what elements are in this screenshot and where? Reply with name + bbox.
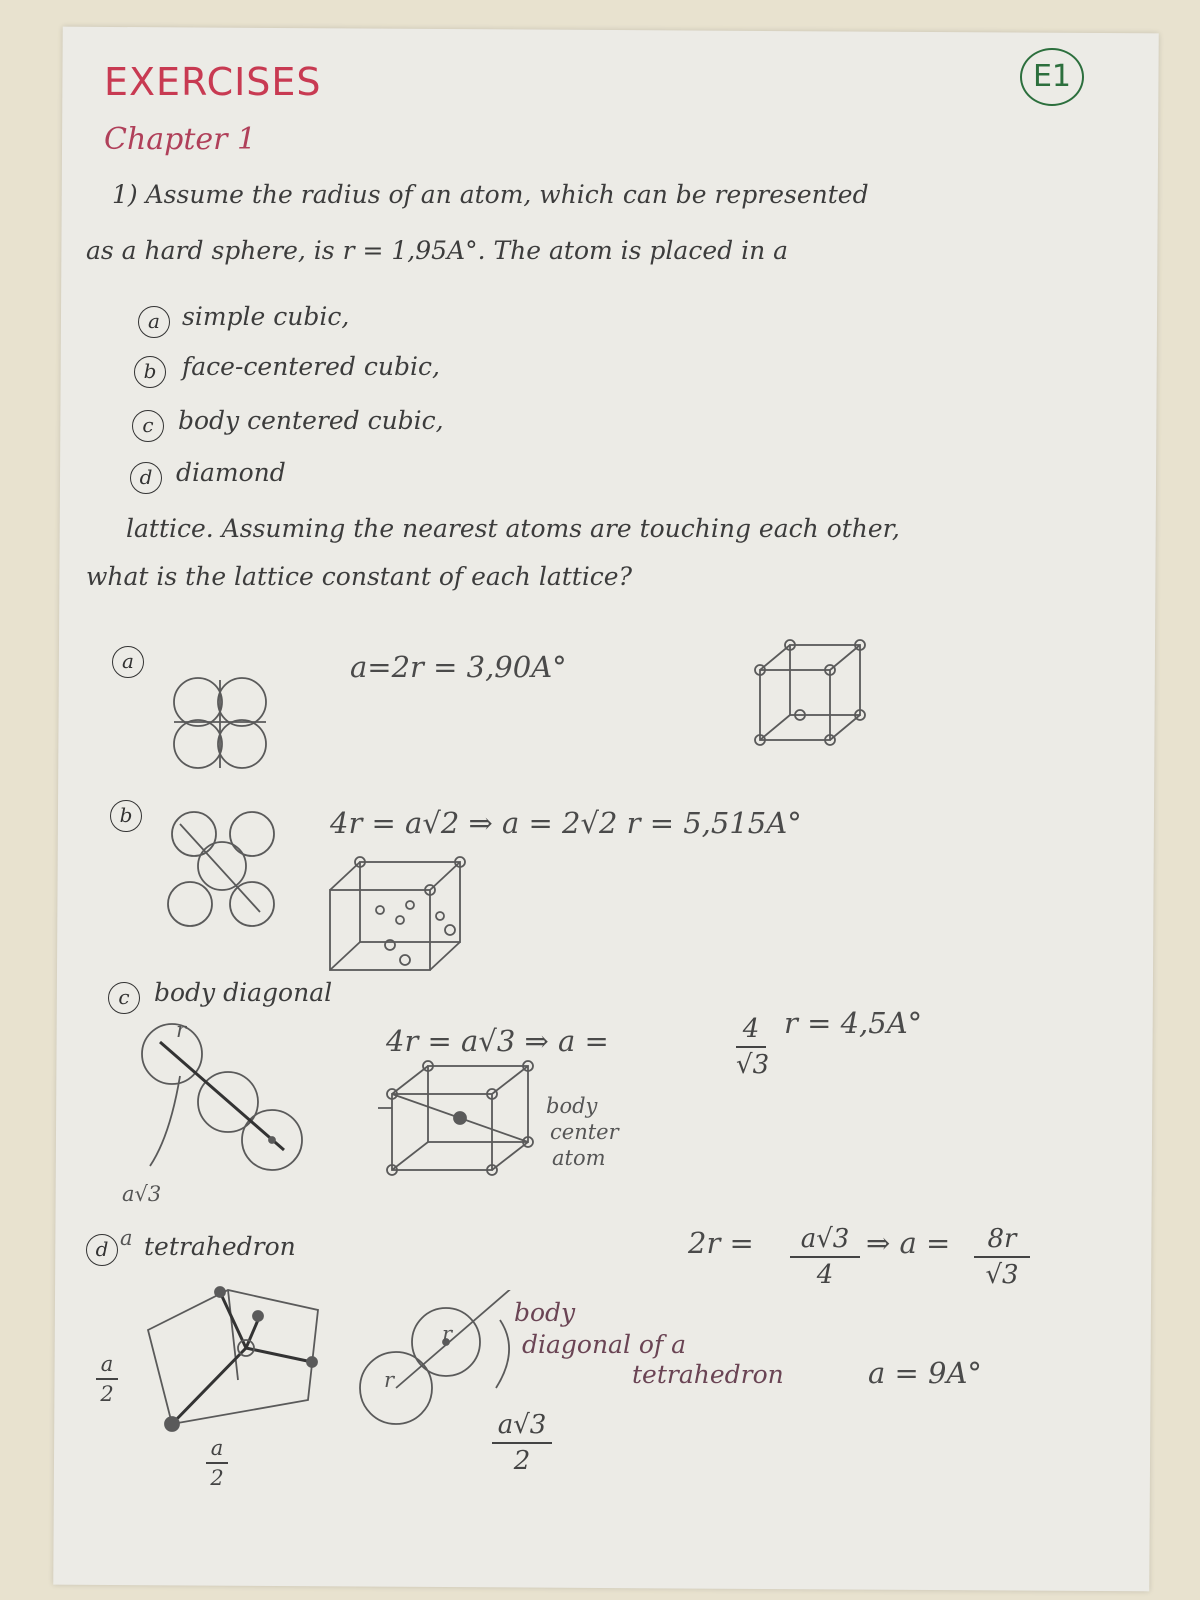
bcc-note-1: body	[546, 1094, 598, 1118]
solution-d-fraction-1	[790, 1224, 860, 1290]
solution-d-fraction-2	[974, 1224, 1030, 1290]
option-d-text: diamond	[176, 458, 286, 487]
option-b-label: b	[134, 356, 166, 388]
diamond-note-1: body	[514, 1298, 576, 1327]
option-d-label: d	[130, 462, 162, 494]
diamond-half-left-den: 2	[100, 1382, 114, 1406]
solution-c-fraction-den: √3	[736, 1050, 770, 1080]
bcc-note-3: atom	[552, 1146, 606, 1170]
problem-line-2: as a hard sphere, is r = 1,95A°. The atom is placed in a	[86, 236, 789, 265]
problem-line-3: lattice. Assuming the nearest atoms are touching each other,	[126, 514, 900, 543]
solution-c-label: c	[108, 982, 140, 1014]
option-a-label: a	[138, 306, 170, 338]
solution-d-fraction-1-den: 4	[816, 1260, 834, 1290]
solution-c-fraction	[736, 1014, 770, 1080]
solution-d-eq1-left: 2r =	[688, 1226, 754, 1260]
option-c-label: c	[132, 410, 164, 442]
page-title: EXERCISES	[104, 60, 322, 104]
diamond-note-3: tetrahedron	[632, 1360, 784, 1389]
solution-c-equation-right: r = 4,5A°	[784, 1006, 923, 1040]
bcc-cell-sketch	[378, 1050, 548, 1180]
solution-d-fraction-1-num: a√3	[800, 1224, 850, 1254]
simple-cubic-cell-sketch	[740, 630, 880, 750]
diamond-half-left-num: a	[100, 1352, 114, 1376]
diamond-radius-label-2: r	[384, 1368, 395, 1392]
option-b-text: face-centered cubic,	[182, 352, 440, 381]
solution-c-heading: body diagonal	[154, 978, 333, 1007]
option-a-text: simple cubic,	[182, 302, 350, 331]
chapter-heading: Chapter 1	[104, 122, 257, 157]
diamond-half-side-bottom	[206, 1436, 228, 1490]
diamond-radius-label-1: r	[442, 1322, 453, 1346]
problem-line-1: 1) Assume the radius of an atom, which can be represented	[112, 180, 869, 209]
solution-d-superscript: a	[120, 1226, 133, 1250]
solution-d-fraction-2-num: 8r	[987, 1224, 1017, 1254]
bcc-diagonal-label: a√3	[122, 1182, 162, 1206]
solution-d-label: d	[86, 1234, 118, 1266]
option-c-text: body centered cubic,	[178, 406, 444, 435]
bcc-diagonal-spheres-sketch	[130, 1016, 320, 1186]
solution-d-eq1-mid: ⇒ a =	[866, 1226, 951, 1260]
page-badge: E1	[1020, 48, 1084, 106]
diamond-tetrahedron-sketch	[138, 1270, 338, 1450]
solution-d-fraction-2-den: √3	[985, 1260, 1019, 1290]
solution-a-label: a	[112, 646, 144, 678]
bcc-radius-label: r	[176, 1018, 187, 1042]
diamond-diagonal-num: a√3	[497, 1410, 547, 1440]
diamond-half-side-left	[96, 1352, 118, 1406]
solution-c-fraction-num: 4	[742, 1014, 760, 1044]
diamond-half-bottom-den: 2	[210, 1466, 224, 1490]
solution-c-equation-left: 4r = a√3 ⇒ a =	[386, 1024, 609, 1058]
solution-a-equation: a=2r = 3,90A°	[350, 650, 567, 684]
problem-line-4: what is the lattice constant of each lattice?	[86, 562, 633, 591]
fcc-cell-sketch	[300, 850, 480, 980]
fcc-face-spheres-sketch	[160, 808, 300, 938]
bcc-note-2: center	[550, 1120, 619, 1144]
solution-b-label: b	[110, 800, 142, 832]
diamond-diagonal-den: 2	[513, 1446, 531, 1476]
solution-b-equation: 4r = a√2 ⇒ a = 2√2 r = 5,515A°	[330, 806, 802, 840]
diamond-diagonal-fraction	[492, 1410, 552, 1476]
diamond-half-bottom-num: a	[210, 1436, 224, 1460]
simple-cubic-spheres-sketch	[160, 672, 280, 782]
solution-d-heading: tetrahedron	[144, 1232, 296, 1261]
solution-d-result: a = 9A°	[868, 1356, 982, 1390]
diamond-note-2: diagonal of a	[522, 1330, 687, 1359]
